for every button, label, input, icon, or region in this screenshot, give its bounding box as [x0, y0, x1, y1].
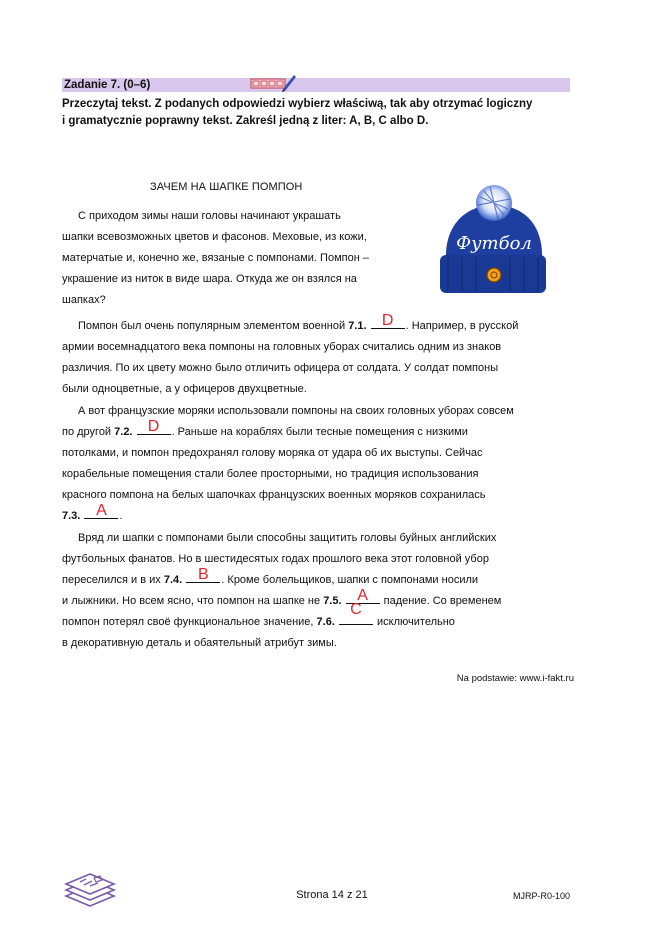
- text-line: [62, 312, 519, 337]
- text-line: были одноцветные, а у офицеров двухцветные.: [62, 383, 307, 395]
- answer-7-5: A: [357, 587, 368, 604]
- text-line: А вот французские моряки использовали помпоны на своих головных уборах совсем: [78, 405, 514, 417]
- answer-7-6: C: [350, 601, 362, 618]
- text-segment: исключительно: [377, 616, 455, 628]
- text-line: С приходом зимы наши головы начинают украшать: [78, 210, 341, 222]
- hat-logo-text: Футбол: [456, 233, 532, 254]
- publisher-logo-icon: [62, 866, 118, 910]
- paragraph-4: [62, 528, 501, 654]
- text-line: [62, 502, 514, 527]
- gap-7-3[interactable]: [84, 502, 118, 519]
- text-line: матерчатые и, конечно же, вязаные с помпонами. Помпон –: [62, 252, 369, 264]
- text-segment: падение. Со временем: [383, 595, 502, 607]
- text-line: потолками, и помпон предохранял голову моряка от удара об их выступы. Сейчас: [62, 447, 483, 459]
- gap-7-1[interactable]: [371, 312, 405, 329]
- source-note: Na podstawie: www.i-fakt.ru: [456, 673, 574, 684]
- text-title: ЗАЧЕМ НА ШАПКЕ ПОМПОН: [150, 181, 303, 193]
- pompom-hat-image: [418, 183, 568, 301]
- text-line: корабельные помещения стали более просторными, но традиция использования: [62, 468, 479, 480]
- exam-code: MJRP-R0-100: [512, 891, 570, 901]
- answer-7-2: D: [147, 418, 160, 435]
- gap-number: 7.4.: [163, 574, 183, 586]
- text-segment: . Кроме болельщиков, шапки с помпонами носили: [221, 574, 479, 586]
- text-line: футбольных фанатов. Но в шестидесятых годах прошлого века этот головной убор: [62, 553, 489, 565]
- text-line: красного помпона на белых шапочках французских военных моряков сохранилась: [62, 489, 486, 501]
- instruction-line: i gramatycznie poprawny tekst. Zakreśl jedną z liter: A, B, C albo D.: [62, 115, 429, 127]
- gap-number: 7.5.: [323, 595, 342, 607]
- gap-number: 7.3.: [62, 510, 81, 522]
- text-line: различия. По их цвету можно было отличить офицера от солдата. У солдат помпоны: [62, 362, 499, 374]
- gap-7-2[interactable]: [137, 418, 171, 435]
- task-instruction: [62, 96, 582, 130]
- paragraph-3: [62, 401, 514, 527]
- text-line: армии восемнадцатого века помпоны на головных уборах считались одним из знаков: [62, 341, 502, 353]
- text-line: украшение из ниток в виде шара. Откуда же он взялся на: [62, 273, 357, 285]
- gap-number: 7.6.: [316, 616, 335, 628]
- task-header-bar: [62, 78, 570, 92]
- gap-number: 7.1.: [348, 320, 367, 332]
- text-segment: . Например, в русской: [405, 320, 519, 332]
- gap-number: 7.2.: [114, 426, 133, 438]
- paragraph-1: [62, 206, 412, 311]
- gap-7-6[interactable]: [339, 601, 373, 625]
- text-line: [62, 587, 502, 612]
- instruction-line: Przeczytaj tekst. Z podanych odpowiedzi wybierz właściwą, tak aby otrzymać logiczny: [62, 98, 533, 110]
- text-segment: . Раньше на кораблях были тесные помещения с низкими: [171, 426, 468, 438]
- text-line: Вряд ли шапки с помпонами были способны защитить головы буйных английских: [78, 532, 497, 544]
- text-line: в декоративную деталь и обаятельный атрибут зимы.: [62, 637, 337, 649]
- page-number: Strona 14 z 21: [296, 889, 368, 901]
- gap-7-4[interactable]: [186, 566, 220, 583]
- text-segment: и лыжники. Но всем ясно, что помпон на шапке не: [62, 595, 321, 607]
- paragraph-2: [62, 312, 519, 400]
- text-line: шапках?: [62, 294, 106, 306]
- answer-7-4: B: [197, 566, 209, 583]
- text-line: шапки всевозможных цветов и фасонов. Меховые, из кожи,: [62, 231, 367, 243]
- text-segment: помпон потерял своё функциональное значение,: [62, 616, 314, 628]
- pencil-icon: [250, 72, 298, 92]
- answer-7-3: A: [96, 502, 107, 519]
- text-segment: по другой: [62, 426, 112, 438]
- task-title: Zadanie 7. (0–6): [64, 79, 151, 91]
- text-segment: Помпон был очень популярным элементом военной: [78, 320, 346, 332]
- text-line: [62, 418, 514, 443]
- text-line: [62, 566, 501, 591]
- text-segment: .: [119, 510, 123, 522]
- text-segment: переселился и в их: [62, 574, 161, 586]
- answer-7-1: D: [381, 312, 394, 329]
